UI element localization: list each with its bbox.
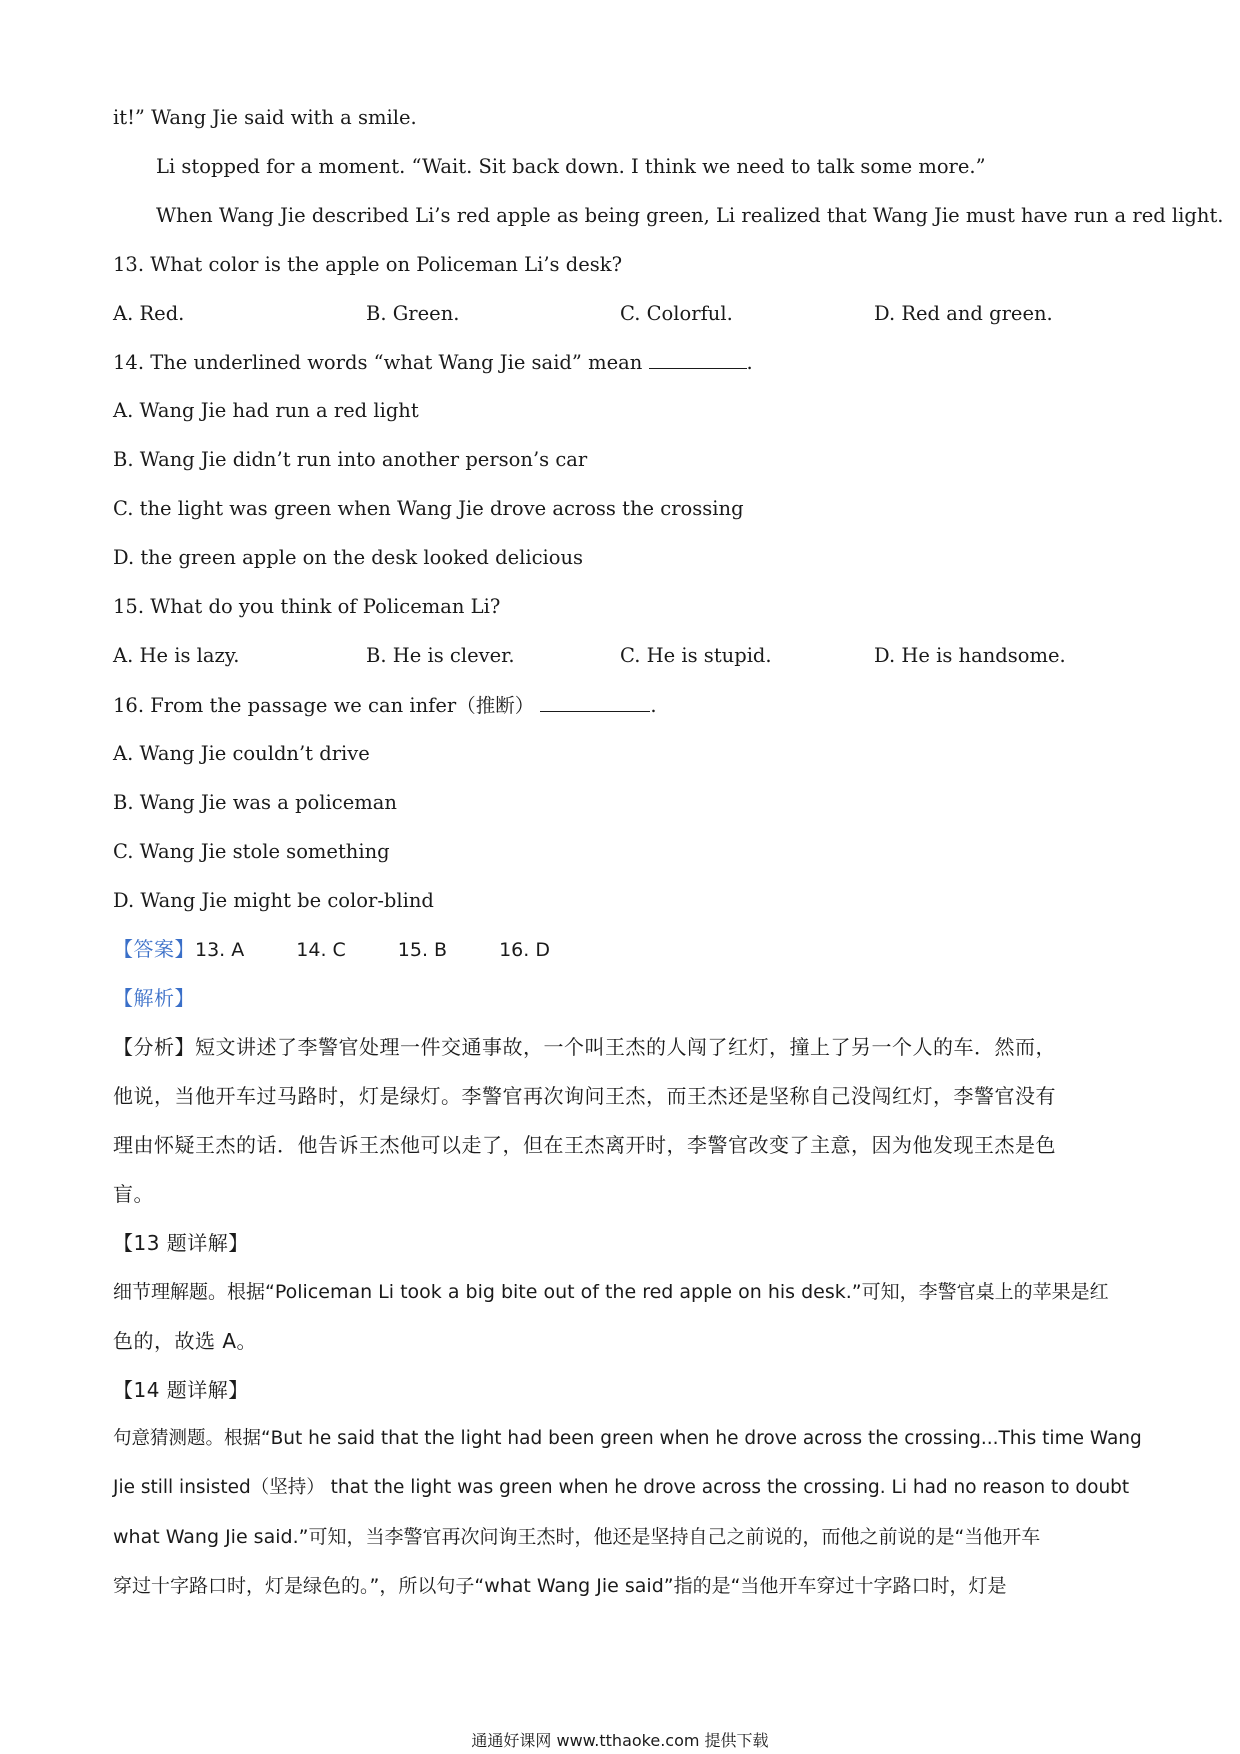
question-14-stem: 14. The underlined words “what Wang Jie said” mean [113,351,643,374]
analysis-summary-line-4: 盲。 [113,1182,154,1206]
answer-line [113,935,602,964]
question-16-option-a: A. Wang Jie couldn’t drive [113,742,370,765]
question-15-option-a: A. He is lazy. [113,644,240,667]
question-14-option-c: C. the light was green when Wang Jie drove across the crossing [113,497,744,520]
question-14-stem-line [113,348,753,377]
question-14-option-b: B. Wang Jie didn’t run into another person’s car [113,448,588,471]
question-16-option-b: B. Wang Jie was a policeman [113,791,397,814]
passage-line-3: When Wang Jie described Li’s red apple as being green, Li realized that Wang Jie must have run a red light. [156,204,1224,227]
question-14-option-d: D. the green apple on the desk looked delicious [113,546,584,569]
question-15-stem: 15. What do you think of Policeman Li? [113,595,501,618]
page-footer: 通通好课网 www.tthaoke.com 提供下载 [471,1731,769,1750]
question-16-tail: . [650,694,657,717]
answer-14: 14. C [296,939,346,961]
detail-14-line-1: 句意猜测题。根据“But he said that the light had been green when he drove across the crossing...This time Wang [113,1428,1142,1449]
question-16-option-d: D. Wang Jie might be color-blind [113,889,434,912]
detail-14-line-3: what Wang Jie said.”可知，当李警官再次问询王杰时，他还是坚持自己之前说的，而他之前说的是“当他开车 [113,1526,1041,1548]
question-15-option-d: D. He is handsome. [874,644,1066,667]
question-13-stem: 13. What color is the apple on Policeman Li’s desk? [113,253,623,276]
question-13-option-c: C. Colorful. [620,302,733,325]
analysis-label: 【解析】 [113,986,195,1010]
detail-13-title: 【13 题详解】 [113,1231,249,1255]
detail-14-line-2: Jie still insisted（坚持） that the light was green when he drove across the crossing. Li had no reason to doubt [113,1477,1130,1498]
question-16-stem-line [113,691,657,720]
detail-13-line-2: 色的，故选 A。 [113,1329,258,1353]
detail-14-line-4: 穿过十字路口时，灯是绿色的。”，所以句子“what Wang Jie said”指的是“当他开车穿过十字路口时，灯是 [113,1575,1007,1597]
answer-label: 【答案】 [113,937,195,961]
question-14-option-a: A. Wang Jie had run a red light [113,399,419,422]
question-15-option-b: B. He is clever. [366,644,515,667]
question-13-option-b: B. Green. [366,302,460,325]
analysis-summary-line-1: 【分析】短文讲述了李警官处理一件交通事故，一个叫王杰的人闯了红灯，撞上了另一个人的车．然而， [113,1035,1056,1059]
passage-line-2: Li stopped for a moment. “Wait. Sit back down. I think we need to talk some more.” [156,155,986,178]
analysis-summary-line-3: 理由怀疑王杰的话．他告诉王杰他可以走了，但在王杰离开时，李警官改变了主意，因为他发现王杰是色 [113,1133,1056,1157]
answer-15: 15. B [397,939,448,961]
analysis-summary-line-2: 他说，当他开车过马路时，灯是绿灯。李警官再次询问王杰，而王杰还是坚称自己没闯红灯，李警官没有 [113,1084,1056,1108]
question-16-stem: 16. From the passage we can infer（推断） [113,694,535,717]
question-13-option-a: A. Red. [113,302,185,325]
detail-14-title: 【14 题详解】 [113,1378,249,1402]
answer-blank [540,691,650,712]
question-14-tail: . [746,351,753,374]
detail-13-line-1: 细节理解题。根据“Policeman Li took a big bite out of the red apple on his desk.”可知，李警官桌上的苹果是红 [113,1281,1109,1303]
passage-line-1: it!” Wang Jie said with a smile. [113,106,417,129]
question-16-option-c: C. Wang Jie stole something [113,840,390,863]
question-13-option-d: D. Red and green. [874,302,1053,325]
question-15-option-c: C. He is stupid. [620,644,772,667]
answer-16: 16. D [499,939,550,961]
answer-13: 13. A [195,939,245,961]
answer-blank [649,348,747,369]
